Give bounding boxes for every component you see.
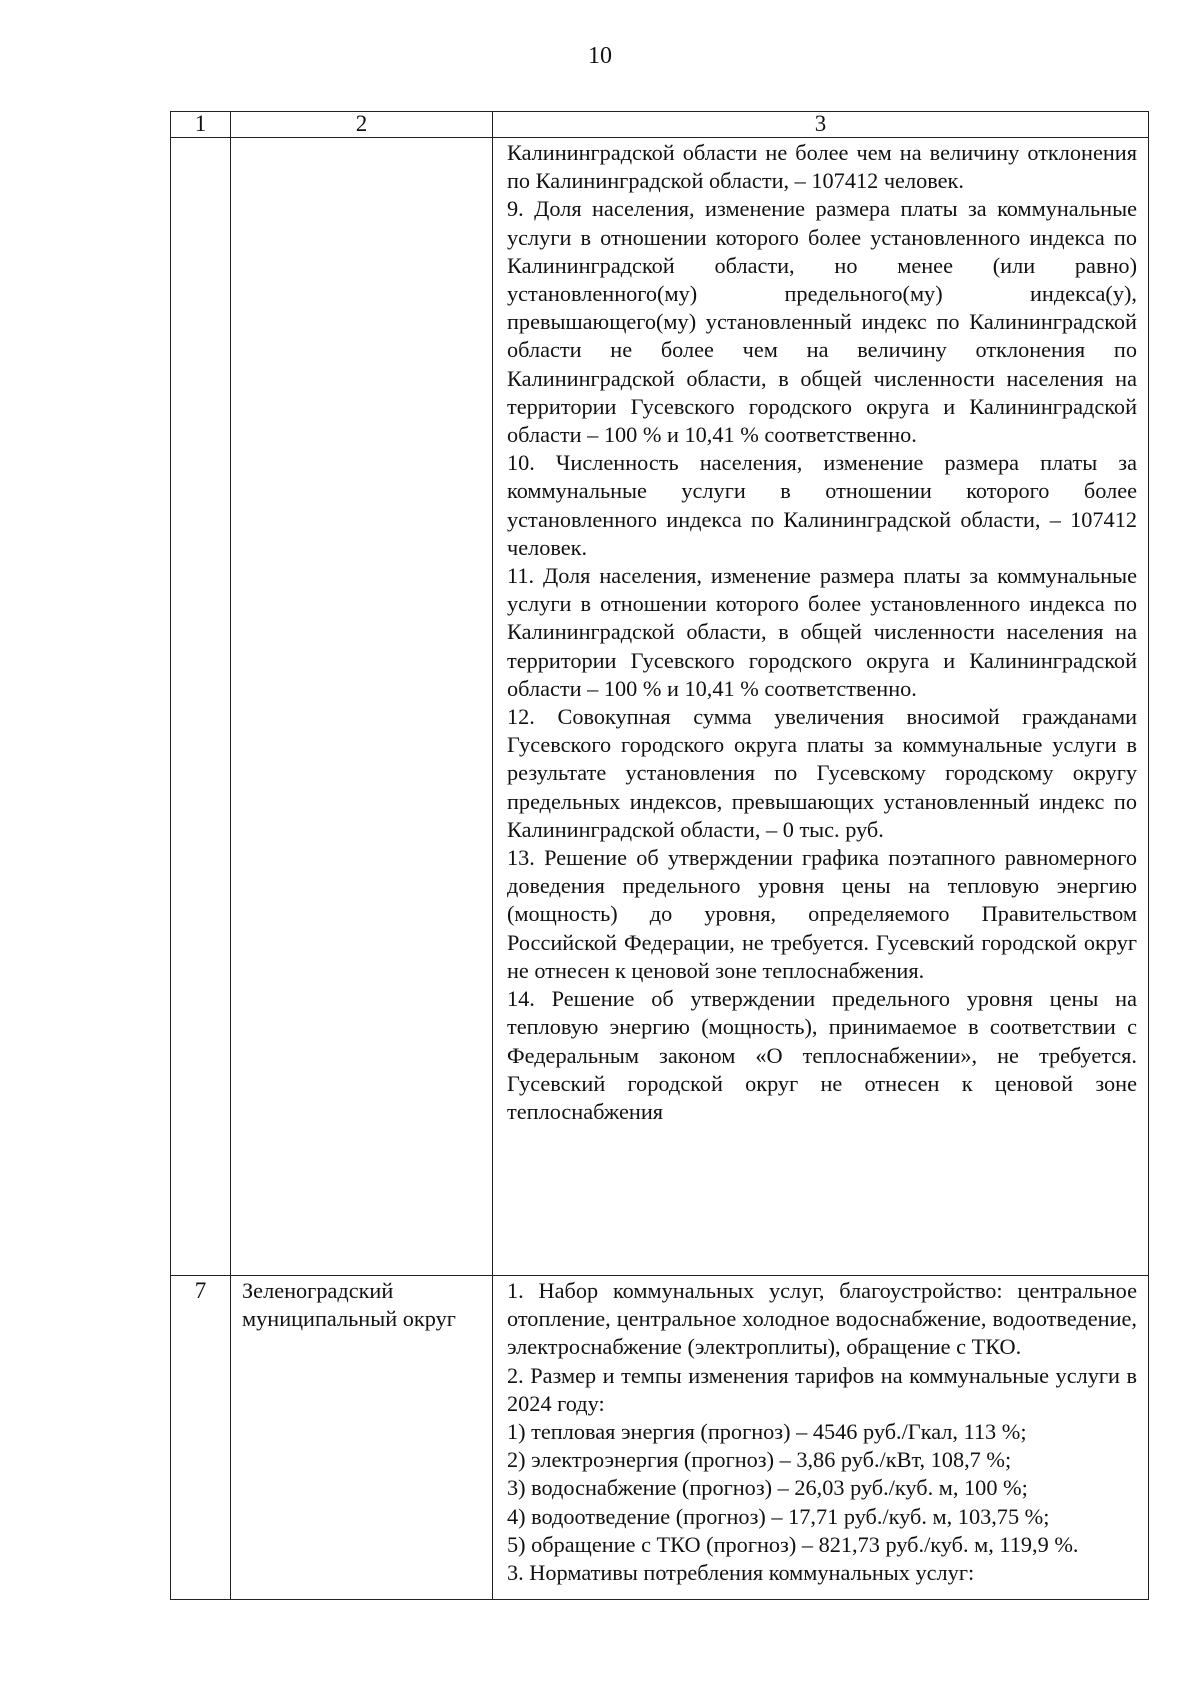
row-details: [493, 138, 1149, 1276]
paragraph: 1. Набор коммунальных услуг, благоустройство: центральное отопление, центральное холодное водоснабжение, водоотведение, электроснабжение (электроплиты), обращение с ТКО.: [507, 1278, 1137, 1360]
paragraph: 9. Доля населения, изменение размера платы за коммунальные услуги в отношении которого более установленного индекса по Калининградской области, но менее (или равно) установленного(му) предельного(му) индекса(у), превышающего(му) установленный индекс по Калининградской области не более чем на величину отклонения по Калининградской области, в общей численности населения на территории Гусевского городского округа и Калининградской области – 100 % и 10,41 % соответственно.: [507, 196, 1137, 448]
paragraph: 3) водоснабжение (прогноз) – 26,03 руб./куб. м, 100 %;: [507, 1475, 1028, 1501]
paragraph: Калининградской области не более чем на величину отклонения по Калининградской области, – 107412 человек.: [507, 140, 1137, 194]
table-row: [171, 1276, 1149, 1600]
paragraph: 11. Доля населения, изменение размера платы за коммунальные услуги в отношении которого более установленного индекса по Калининградской области, в общей численности населения на территории Гусевского городского округа и Калининградской области – 100 % и 10,41 % соответственно.: [507, 563, 1137, 701]
header-col-2: 2: [231, 112, 493, 138]
municipality-name: Зеленоградский муниципальный округ: [231, 1276, 493, 1600]
municipality-name: [231, 138, 493, 1276]
paragraph: 14. Решение об утверждении предельного уровня цены на тепловую энергию (мощность), принимаемое в соответствии с Федеральным законом «О теплоснабжении», не требуется. Гусевский городской округ не отнесен к ценовой зоне теплоснабжения: [507, 986, 1137, 1124]
paragraph: 2) электроэнергия (прогноз) – 3,86 руб./кВт, 108,7 %;: [507, 1447, 1012, 1473]
header-col-3: 3: [493, 112, 1149, 138]
row-number: 7: [171, 1276, 231, 1600]
paragraph: 13. Решение об утверждении графика поэтапного равномерного доведения предельного уровня цены на тепловую энергию (мощность) до уровня, определяемого Правительством Российской Федерации, не требуется. Гусевский городской округ не отнесен к ценовой зоне теплоснабжения.: [507, 845, 1137, 983]
paragraph: 12. Совокупная сумма увеличения вносимой гражданами Гусевского городского округа платы за коммунальные услуги в результате установления по Гусевскому городскому округу предельных индексов, превышающих установленный индекс по Калининградской области, – 0 тыс. руб.: [507, 704, 1137, 842]
row-details: [493, 1276, 1149, 1600]
table-header-row: [171, 112, 1149, 138]
paragraph: 4) водоотведение (прогноз) – 17,71 руб./куб. м, 103,75 %;: [507, 1503, 1050, 1529]
page-number: 10: [588, 43, 612, 69]
table-row: [171, 138, 1149, 1276]
paragraph: 3. Нормативы потребления коммунальных услуг:: [507, 1560, 975, 1586]
document-table: [170, 111, 1149, 1600]
row-number: [171, 138, 231, 1276]
header-col-1: 1: [171, 112, 231, 138]
paragraph: 2. Размер и темпы изменения тарифов на коммунальные услуги в 2024 году:: [507, 1362, 1137, 1416]
paragraph: 1) тепловая энергия (прогноз) – 4546 руб./Гкал, 113 %;: [507, 1419, 1027, 1445]
paragraph: 10. Численность населения, изменение размера платы за коммунальные услуги в отношении которого более установленного индекса по Калининградской области, – 107412 человек.: [507, 450, 1137, 560]
paragraph: 5) обращение с ТКО (прогноз) – 821,73 руб./куб. м, 119,9 %.: [507, 1531, 1079, 1557]
